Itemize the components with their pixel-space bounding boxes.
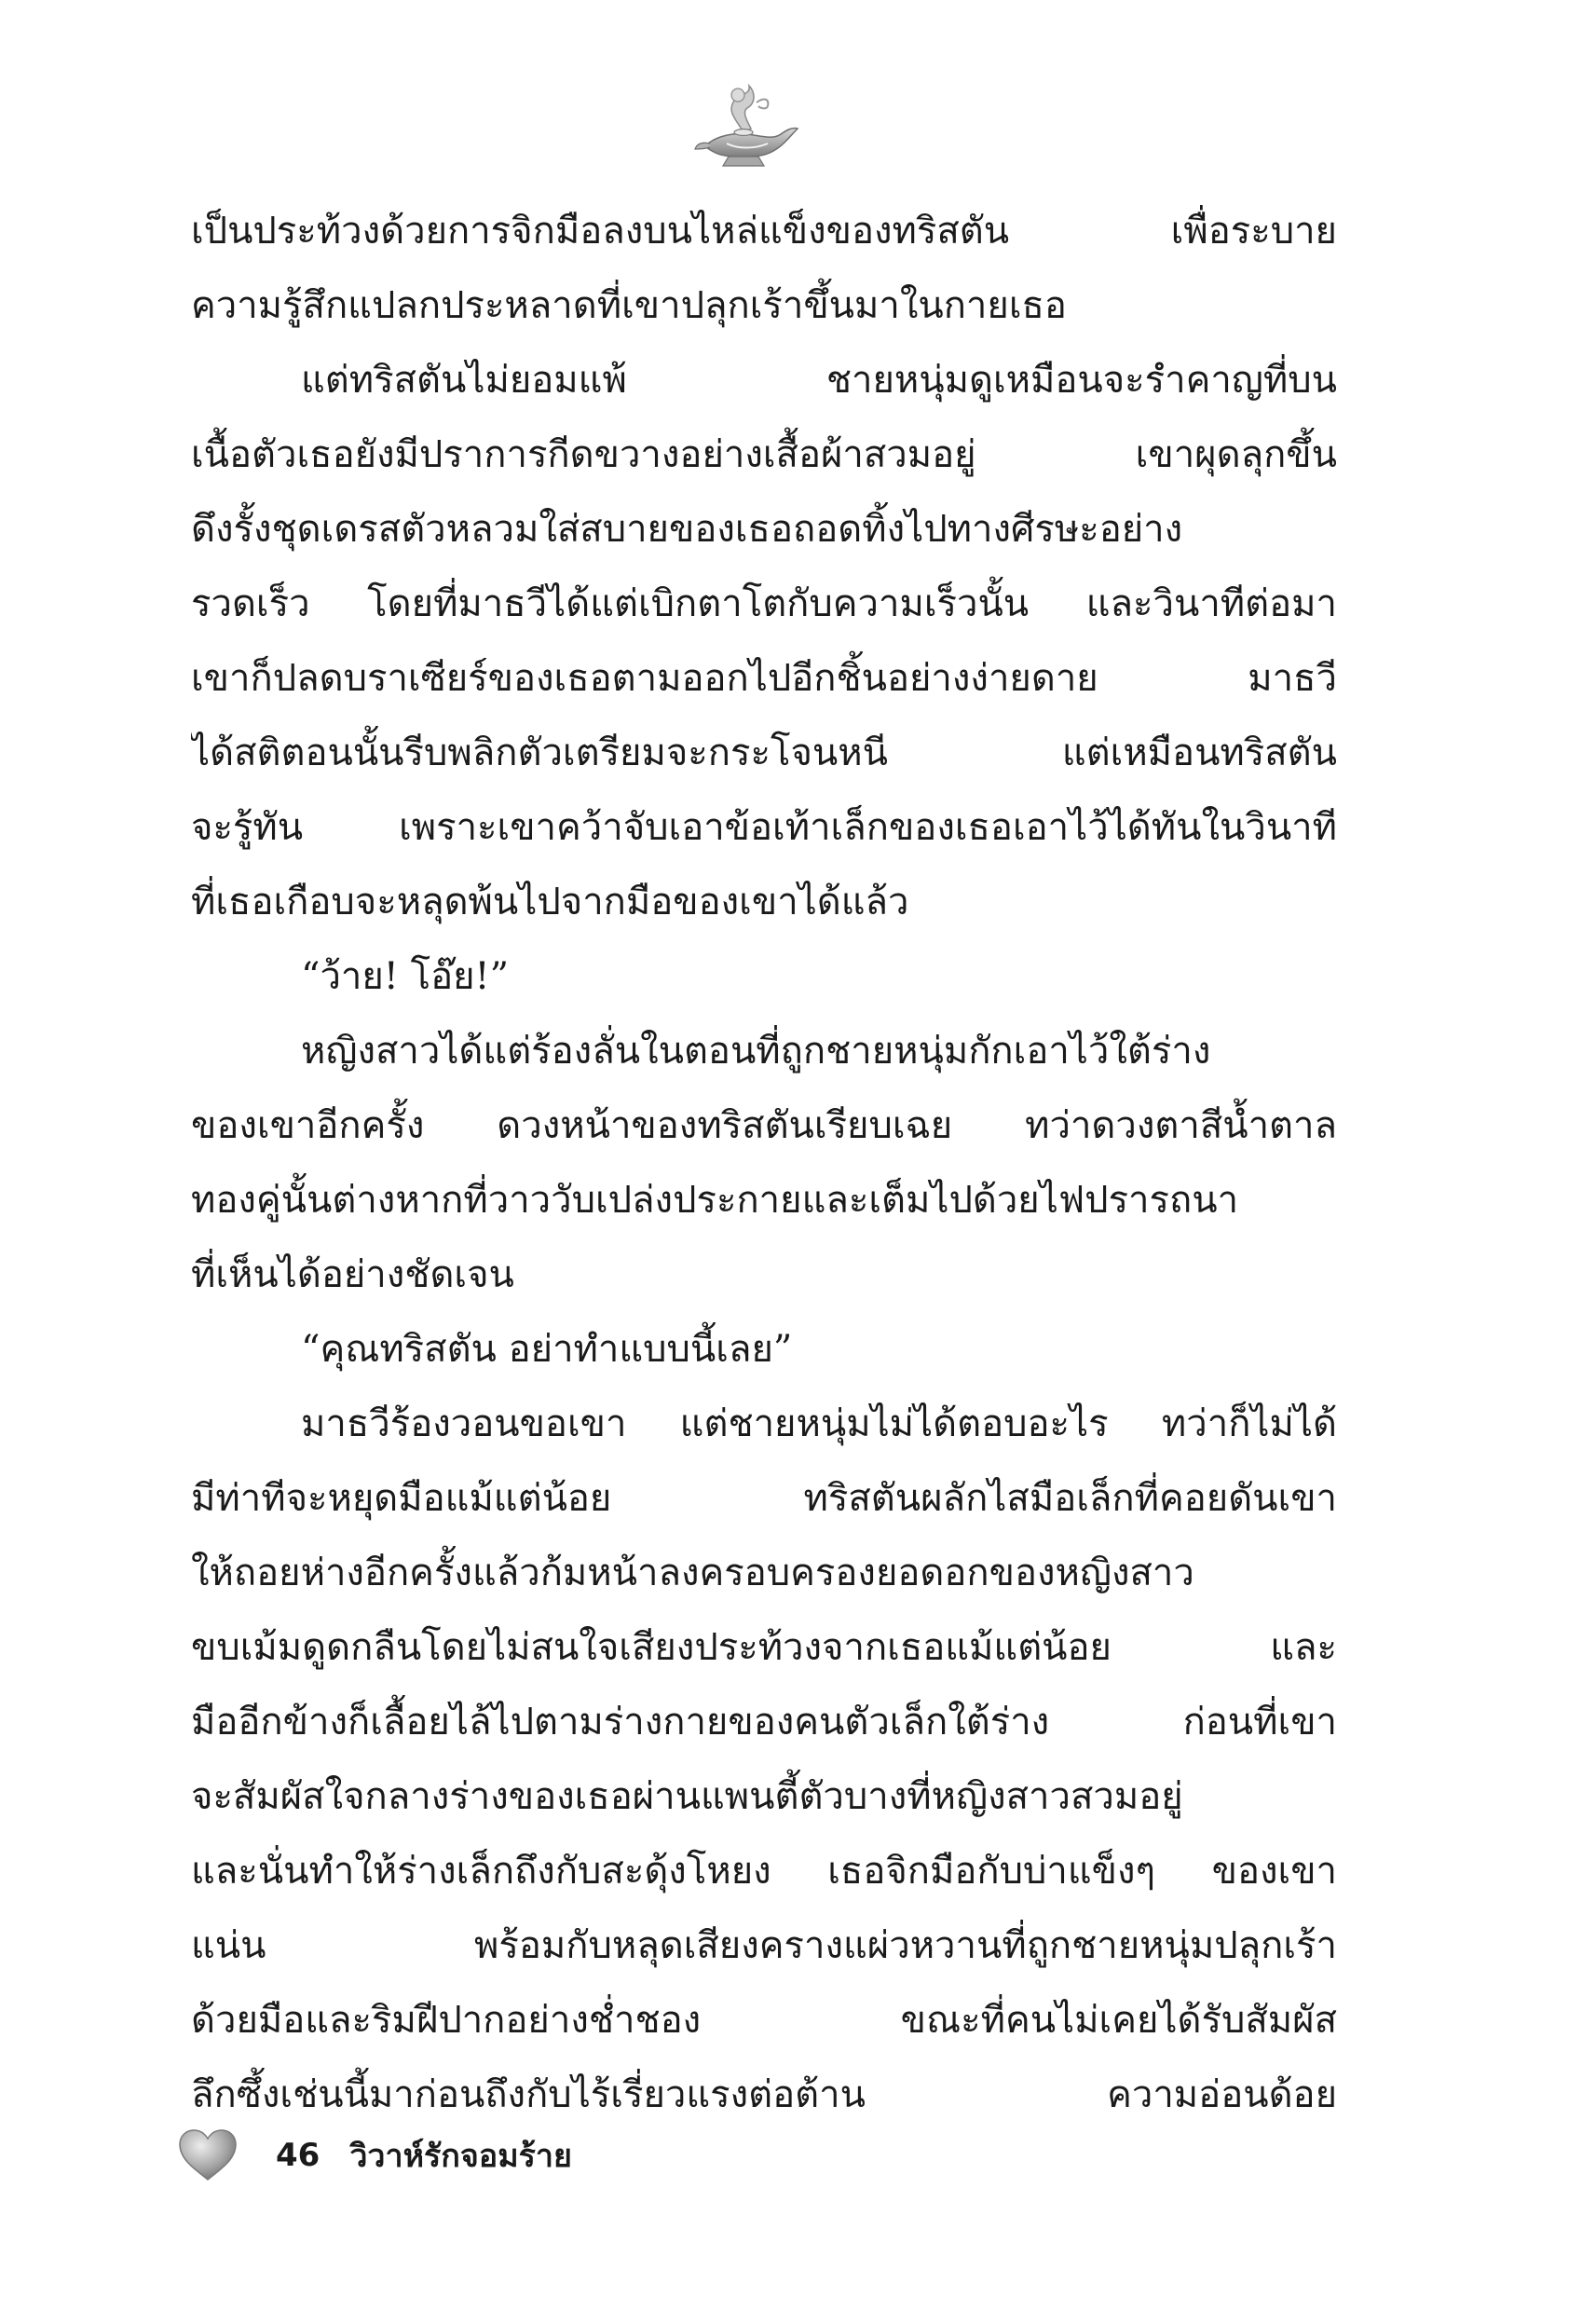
text-line: หญิงสาวได้แต่ร้องลั่นในตอนที่ถูกชายหนุ่มกักเอาไว้ใต้ร่าง — [301, 1030, 1211, 1073]
text-line: ขบเม้มดูดกลืนโดยไม่สนใจเสียงประท้วงจากเธอแม้แต่น้อย และ — [191, 1626, 1337, 1669]
text-line: ลึกซึ้งเช่นนี้มาก่อนถึงกับไร้เรี่ยวแรงต่อต้าน ความอ่อนด้อย — [191, 2073, 1337, 2116]
dialogue-line: “ว้าย! โอ๊ย!” — [301, 955, 510, 998]
text-line: แต่ทริสตันไม่ยอมแพ้ ชายหนุ่มดูเหมือนจะรำคาญที่บน — [301, 359, 1337, 402]
page-footer — [177, 2127, 572, 2183]
genie-lamp-icon — [689, 75, 801, 177]
page-number: 46 — [276, 2137, 321, 2174]
text-line: มาธวีร้องวอนขอเขา แต่ชายหนุ่มไม่ได้ตอบอะไร ทว่าก็ไม่ได้ — [301, 1402, 1337, 1445]
text-line: มืออีกข้างก็เลื้อยไล้ไปตามร่างกายของคนตัวเล็กใต้ร่าง ก่อนที่เขา — [191, 1701, 1337, 1744]
text-line: ด้วยมือและริมฝีปากอย่างช่ำชอง ขณะที่คนไม่เคยได้รับสัมผัส — [191, 1999, 1337, 2042]
text-line: ทองคู่นั้นต่างหากที่วาววับเปล่งประกายและเต็มไปด้วยไฟปรารถนา — [191, 1179, 1239, 1222]
text-line: จะรู้ทัน เพราะเขาคว้าจับเอาข้อเท้าเล็กของเธอเอาไว้ได้ทันในวินาที — [191, 806, 1337, 849]
text-line: ได้สติตอนนั้นรีบพลิกตัวเตรียมจะกระโจนหนี แต่เหมือนทริสตัน — [191, 732, 1337, 774]
text-line: จะสัมผัสใจกลางร่างของเธอผ่านแพนตี้ตัวบางที่หญิงสาวสวมอยู่ — [191, 1775, 1183, 1818]
text-line: ความรู้สึกแปลกประหลาดที่เขาปลุกเร้าขึ้นมาในกายเธอ — [191, 284, 1067, 327]
body-text — [191, 194, 1337, 2132]
book-title: วิวาห์รักจอมร้าย — [349, 2138, 572, 2175]
text-line: รวดเร็ว โดยที่มาธวีได้แต่เบิกตาโตกับความเร็วนั้น และวินาทีต่อมา — [191, 582, 1337, 625]
text-line: ที่เห็นได้อย่างชัดเจน — [191, 1253, 514, 1296]
text-line: และนั่นทำให้ร่างเล็กถึงกับสะดุ้งโหยง เธอจิกมือกับบ่าแข็งๆ ของเขา — [191, 1850, 1337, 1893]
text-line: เป็นประท้วงด้วยการจิกมือลงบนไหล่แข็งของทริสตัน เพื่อระบาย — [191, 210, 1337, 253]
text-line: เขาก็ปลดบราเซียร์ของเธอตามออกไปอีกชิ้นอย่างง่ายดาย มาธวี — [191, 657, 1337, 700]
text-line: ของเขาอีกครั้ง ดวงหน้าของทริสตันเรียบเฉย ทว่าดวงตาสีน้ำตาล — [191, 1104, 1337, 1147]
text-line: ดึงรั้งชุดเดรสตัวหลวมใส่สบายของเธอถอดทิ้งไปทางศีรษะอย่าง — [191, 508, 1183, 551]
text-line: เนื้อตัวเธอยังมีปราการกีดขวางอย่างเสื้อผ้าสวมอยู่ เขาผุดลุกขึ้น — [191, 433, 1337, 476]
text-line: มีท่าทีจะหยุดมือแม้แต่น้อย ทริสตันผลักไสมือเล็กที่คอยดันเขา — [191, 1477, 1337, 1520]
text-line: แน่น พร้อมกับหลุดเสียงครางแผ่วหวานที่ถูกชายหนุ่มปลุกเร้า — [191, 1924, 1337, 1967]
heart-icon — [177, 2127, 239, 2183]
text-line: ให้ถอยห่างอีกครั้งแล้วก้มหน้าลงครอบครองยอดอกของหญิงสาว — [191, 1552, 1194, 1594]
text-line: ที่เธอเกือบจะหลุดพ้นไปจากมือของเขาได้แล้ว — [191, 881, 909, 923]
dialogue-line: “คุณทริสตัน อย่าทำแบบนี้เลย” — [301, 1328, 793, 1371]
